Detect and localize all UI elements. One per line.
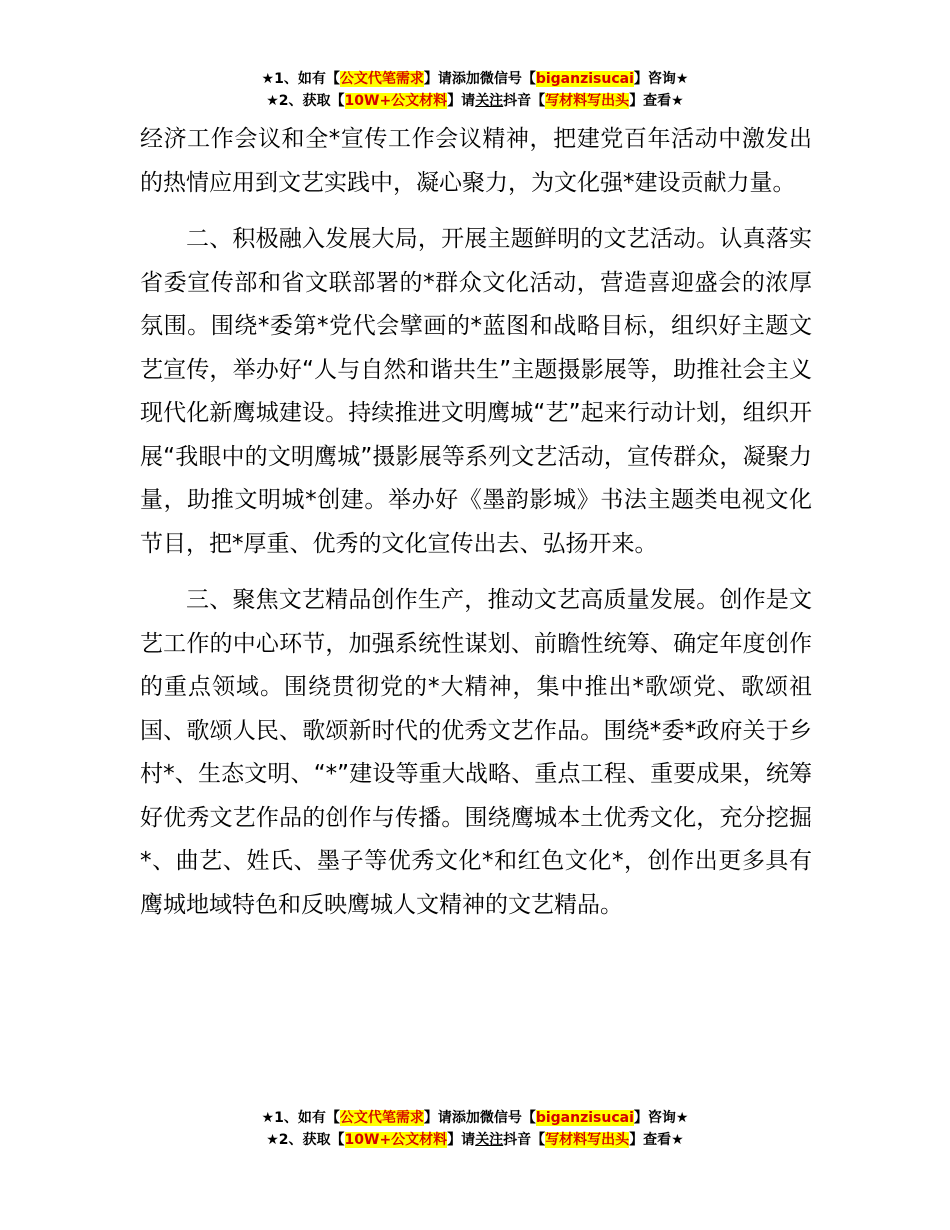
banner-highlight: 10W+公文材料 xyxy=(344,93,448,109)
banner-text: 】咨询★ xyxy=(633,1110,689,1126)
banner-highlight: 公文代笔需求 xyxy=(339,1110,424,1126)
footer-banner xyxy=(0,1107,950,1151)
banner-text: 】请 xyxy=(447,1132,476,1148)
wechat-id-highlight: biganzisucai xyxy=(535,71,634,87)
header-banner xyxy=(0,68,950,112)
banner-text: 】查看★ xyxy=(629,93,684,109)
banner-text: 抖音【 xyxy=(503,93,546,109)
banner-underline: 关注 xyxy=(475,93,504,109)
banner-highlight: 写材料写出头 xyxy=(545,1132,630,1148)
document-body xyxy=(140,118,812,940)
banner-underline: 关注 xyxy=(475,1132,504,1148)
banner-text: ★1、如有【 xyxy=(261,71,340,87)
banner-text: 】请添加微信号【 xyxy=(423,1110,536,1126)
paragraph-section-3: 三、聚焦文艺精品创作生产，推动文艺高质量发展。创作是文艺工作的中心环节，加强系统性谋划、前瞻性统筹、确定年度创作的重点领域。围绕贯彻党的*大精神，集中推出*歌颂党、歌颂祖国、歌颂人民、歌颂新时代的优秀文艺作品。围绕*委*政府关于乡村*、生态文明、“*”建设等重大战略、重点工程、重要成果，统筹好优秀文艺作品的创作与传播。围绕鹰城本土优秀文化，充分挖掘*、曲艺、姓氏、墨子等优秀文化*和红色文化*，创作出更多具有鹰城地域特色和反映鹰城人文精神的文艺精品。 xyxy=(140,587,812,918)
banner-text: ★1、如有【 xyxy=(261,1110,340,1126)
banner-text: 】查看★ xyxy=(629,1132,684,1148)
banner-highlight: 写材料写出头 xyxy=(545,93,630,109)
banner-text: 】咨询★ xyxy=(633,71,689,87)
banner-text: 抖音【 xyxy=(503,1132,546,1148)
paragraph-continued: 经济工作会议和全*宣传工作会议精神，把建党百年活动中激发出的热情应用到文艺实践中，凝心聚力，为文化强*建设贡献力量。 xyxy=(140,126,812,196)
banner-text: 】请 xyxy=(447,93,476,109)
banner-text: 】请添加微信号【 xyxy=(423,71,536,87)
banner-text: ★2、获取【 xyxy=(266,1132,345,1148)
banner-line-2 xyxy=(0,1129,950,1151)
banner-text: ★2、获取【 xyxy=(266,93,345,109)
banner-highlight: 公文代笔需求 xyxy=(339,71,424,87)
paragraph-section-2: 二、积极融入发展大局，开展主题鲜明的文艺活动。认真落实省委宣传部和省文联部署的*群众文化活动，营造喜迎盛会的浓厚氛围。围绕*委第*党代会擘画的*蓝图和战略目标，组织好主题文艺宣传，举办好“人与自然和谐共生”主题摄影展等，助推社会主义现代化新鹰城建设。持续推进文明鹰城“艺”起来行动计划，组织开展“我眼中的文明鹰城”摄影展等系列文艺活动，宣传群众，凝聚力量，助推文明城*创建。举办好《墨韵影城》书法主题类电视文化节目，把*厚重、优秀的文化宣传出去、弘扬开来。 xyxy=(140,226,812,557)
banner-line-1 xyxy=(0,68,950,90)
wechat-id-highlight: biganzisucai xyxy=(535,1110,634,1126)
banner-line-2 xyxy=(0,90,950,112)
banner-line-1 xyxy=(0,1107,950,1129)
banner-highlight: 10W+公文材料 xyxy=(344,1132,448,1148)
